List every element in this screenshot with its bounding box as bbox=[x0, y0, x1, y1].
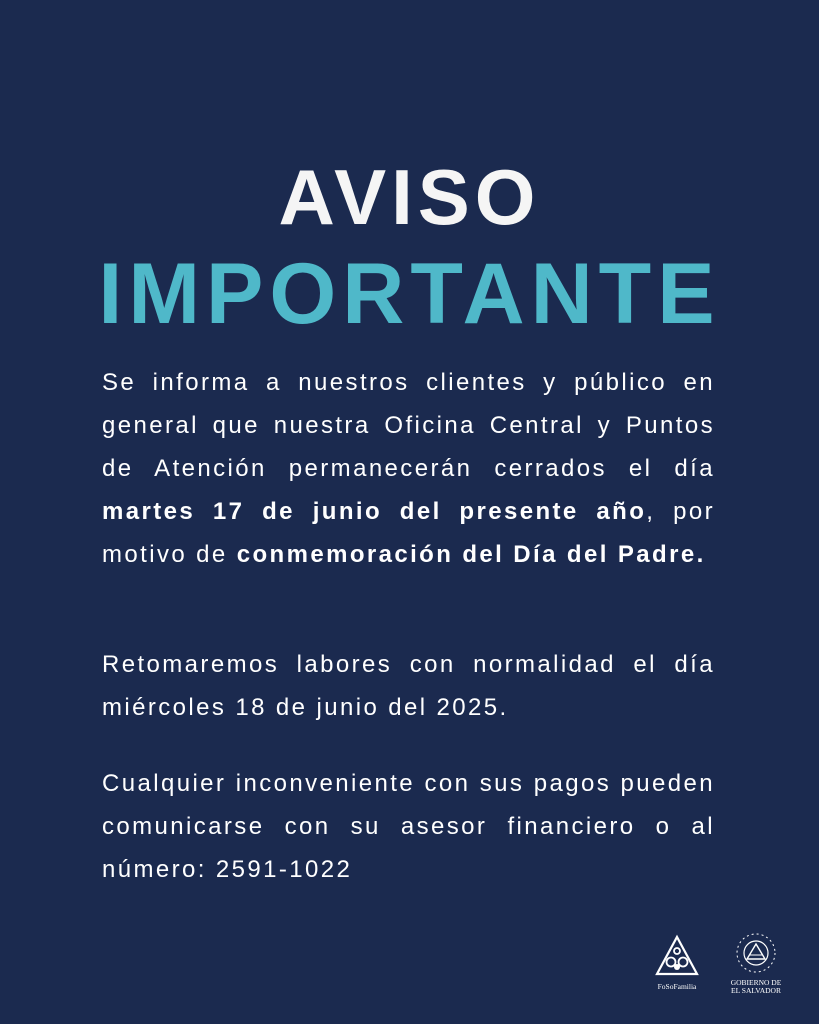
gobierno-el-salvador-logo bbox=[728, 932, 784, 995]
title-line-2: IMPORTANTE bbox=[98, 246, 721, 342]
fosofamilia-triangle-icon bbox=[654, 934, 700, 978]
title-line-1: AVISO bbox=[278, 153, 541, 241]
notice-text-b: , por motivo de bbox=[102, 498, 715, 568]
closure-reason: conmemoración del Día del Padre. bbox=[236, 541, 706, 568]
closure-notice-paragraph bbox=[102, 361, 715, 576]
el-salvador-seal-icon bbox=[734, 932, 778, 974]
contact-paragraph: Cualquier inconveniente con sus pagos pueden comunicarse con su asesor financiero o al número: 2591-1022 bbox=[102, 770, 715, 883]
fosofamilia-logo bbox=[646, 934, 708, 994]
resume-paragraph: Retomaremos labores con normalidad el día miércoles 18 de junio del 2025. bbox=[102, 651, 715, 721]
notice-text-a: Se informa a nuestros clientes y público en general que nuestra Oficina Central y Puntos de Atención permanecerán cerrados el día bbox=[102, 369, 715, 482]
fosofamilia-label: FoSoFamilia bbox=[657, 982, 697, 991]
closure-date: martes 17 de junio del presente año bbox=[102, 498, 647, 525]
gobierno-label-line-2: EL SALVADOR bbox=[731, 986, 781, 995]
gobierno-label-line-1: GOBIERNO DE bbox=[730, 978, 782, 987]
